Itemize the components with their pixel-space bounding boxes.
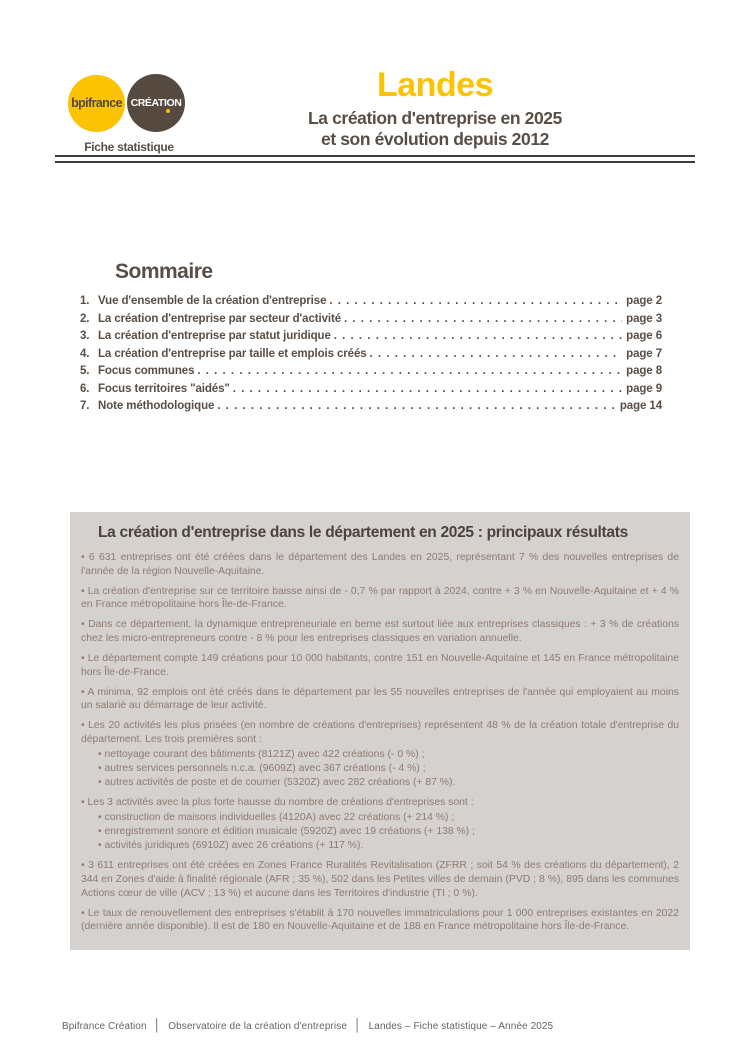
results-sub-item: • enregistrement sonore et édition musicale (5920Z) avec 19 créations (+ 138 %) ; xyxy=(98,825,476,837)
footer-document-info: Landes – Fiche statistique – Année 2025 xyxy=(368,1021,554,1032)
toc-item-page: page 8 xyxy=(626,365,662,377)
subtitle-line-2: et son évolution depuis 2012 xyxy=(320,129,550,150)
header-divider xyxy=(55,155,695,163)
toc-item-number: 2. xyxy=(80,312,90,325)
results-sub-item: • activités juridiques (6910Z) avec 26 créations (+ 117 %). xyxy=(98,840,364,851)
footer-separator: │ xyxy=(354,1018,362,1032)
toc-item-label: La création d'entreprise par statut juridique xyxy=(98,330,331,342)
toc-item-number: 1. xyxy=(80,295,90,307)
toc-item-label: Vue d'ensemble de la création d'entreprise xyxy=(98,295,327,307)
toc-item-page: page 14 xyxy=(619,400,662,412)
results-paragraph-group xyxy=(81,796,679,853)
results-paragraph: • Dans ce département, la dynamique entrepreneuriale en berne est surtout liée aux entreprises classiques : + 3 % de créations chez les micro-entrepreneurs contre - 8 % pour les entreprises classiques en variation annuelle. xyxy=(81,619,679,645)
bpifrance-logo-text: bpifrance xyxy=(71,96,122,110)
results-paragraph: • 3 611 entreprises ont été créées en Zones France Ruralités Revitalisation (ZFRR ; soit 54 % des créations du département), 2 344 en Zones d'aide à finalité régionale (AFR ; 35 %), 502 dans les Petites villes de demain (PVD ; 8 %), 895 dans les communes Actions cœur de ville (ACV ; 13 %) et aucune dans les Territoires d'industrie (TI ; 0 %). xyxy=(81,860,679,899)
toc-item-number: 5. xyxy=(80,365,90,377)
results-paragraph: • 6 631 entreprises ont été créées dans le département des Landes en 2025, représentant 7 % des nouvelles entreprises de l'année de la région Nouvelle-Aquitaine. xyxy=(81,552,679,577)
footer-observatory: Observatoire de la création d'entreprise xyxy=(168,1021,348,1032)
toc-item-4 xyxy=(80,348,662,360)
toc-item-label: Note méthodologique xyxy=(98,400,215,412)
toc-item-number: 4. xyxy=(80,347,90,360)
toc-item-number: 3. xyxy=(80,330,90,342)
toc-item-label: La création d'entreprise par taille et emplois créés xyxy=(98,347,367,360)
toc-item-2 xyxy=(80,313,662,325)
results-paragraph: • Le département compte 149 créations pour 10 000 habitants, contre 151 en Nouvelle-Aquitaine et 145 en France métropolitaine hors Île-de-France. xyxy=(81,652,679,678)
toc-item-1 xyxy=(80,295,662,307)
toc-item-label: Focus territoires "aidés" xyxy=(98,382,230,395)
results-paragraph-group xyxy=(81,719,679,790)
results-paragraph: • Les 20 activités les plus prisées (en nombre de créations d'entreprises) représentent 48 % de la création totale d'entreprise du département. Les trois premières sont : xyxy=(81,720,679,746)
toc-dot-leader xyxy=(334,330,622,342)
results-paragraph: • La création d'entreprise sur ce territoire baisse ainsi de - 0,7 % par rapport à 2024, contre + 3 % en Nouvelle-Aquitaine et + 4 % en France métropolitaine hors Île-de-France. xyxy=(81,585,679,611)
title-block xyxy=(270,68,600,150)
creation-logo-text: CRÉATION xyxy=(130,97,182,109)
page-title: Landes xyxy=(376,66,494,104)
toc-item-number: 7. xyxy=(80,400,90,412)
logo-tagline: Fiche statistique xyxy=(84,140,174,154)
toc-item-label: La création d'entreprise par secteur d'activité xyxy=(98,312,341,325)
results-paragraph: • Les 3 activités avec la plus forte hausse du nombre de créations d'entreprises sont : xyxy=(81,797,474,809)
results-sub-item: • autres services personnels n.c.a. (9609Z) avec 367 créations (- 4 %) ; xyxy=(98,762,426,774)
footer-brand: Bpifrance Création xyxy=(62,1021,147,1032)
toc-dot-leader xyxy=(329,295,622,307)
results-paragraph: • Le taux de renouvellement des entreprises s'établit à 170 nouvelles immatriculations pour 1 000 entreprises existantes en 2022 (dernière année disponible). Il est de 180 en Nouvelle-Aquitaine et de 188 en France métropolitaine hors Île-de-France. xyxy=(81,907,679,933)
toc-dot-leader xyxy=(217,400,616,412)
toc-item-page: page 6 xyxy=(626,330,662,342)
subtitle-line-1: La création d'entreprise en 2025 xyxy=(308,107,562,128)
toc-item-page: page 3 xyxy=(626,312,662,325)
results-box-title: La création d'entreprise dans le département en 2025 : principaux résultats xyxy=(98,524,628,541)
toc-item-3 xyxy=(80,330,662,342)
logo-row xyxy=(68,74,190,132)
page-footer xyxy=(62,1018,695,1032)
toc-item-6 xyxy=(80,383,662,395)
creation-logo-dot-icon xyxy=(166,109,170,113)
key-results-box xyxy=(70,512,690,950)
toc-dot-leader xyxy=(233,383,622,395)
results-sub-item: • nettoyage courant des bâtiments (8121Z) avec 422 créations (- 0 %) ; xyxy=(98,748,425,760)
brand-logo xyxy=(68,74,190,154)
toc-item-page: page 2 xyxy=(626,295,662,307)
results-sub-item: • autres activités de poste et de courrier (5320Z) avec 282 créations (+ 87 %). xyxy=(98,777,456,789)
page-subtitle xyxy=(270,108,600,151)
toc-item-5 xyxy=(80,365,662,377)
toc-item-page: page 9 xyxy=(626,382,662,395)
results-paragraph: • A minima, 92 emplois ont été créés dans le département par les 55 nouvelles entreprises de l'année qui employaient au moins un salarié au démarrage de leur activité. xyxy=(81,686,679,712)
creation-logo-icon xyxy=(127,74,185,132)
toc-item-number: 6. xyxy=(80,382,90,395)
toc-item-7 xyxy=(80,400,662,412)
toc-dot-leader xyxy=(370,348,623,360)
toc-item-page: page 7 xyxy=(626,347,662,360)
results-sub-item: • construction de maisons individuelles (4120A) avec 22 créations (+ 214 %) ; xyxy=(98,811,455,823)
table-of-contents xyxy=(80,295,662,418)
footer-separator: │ xyxy=(153,1018,162,1032)
toc-heading: Sommaire xyxy=(115,260,213,283)
toc-dot-leader xyxy=(344,313,622,325)
toc-item-label: Focus communes xyxy=(98,365,195,377)
toc-dot-leader xyxy=(197,365,622,377)
bpifrance-logo-icon xyxy=(68,75,125,132)
